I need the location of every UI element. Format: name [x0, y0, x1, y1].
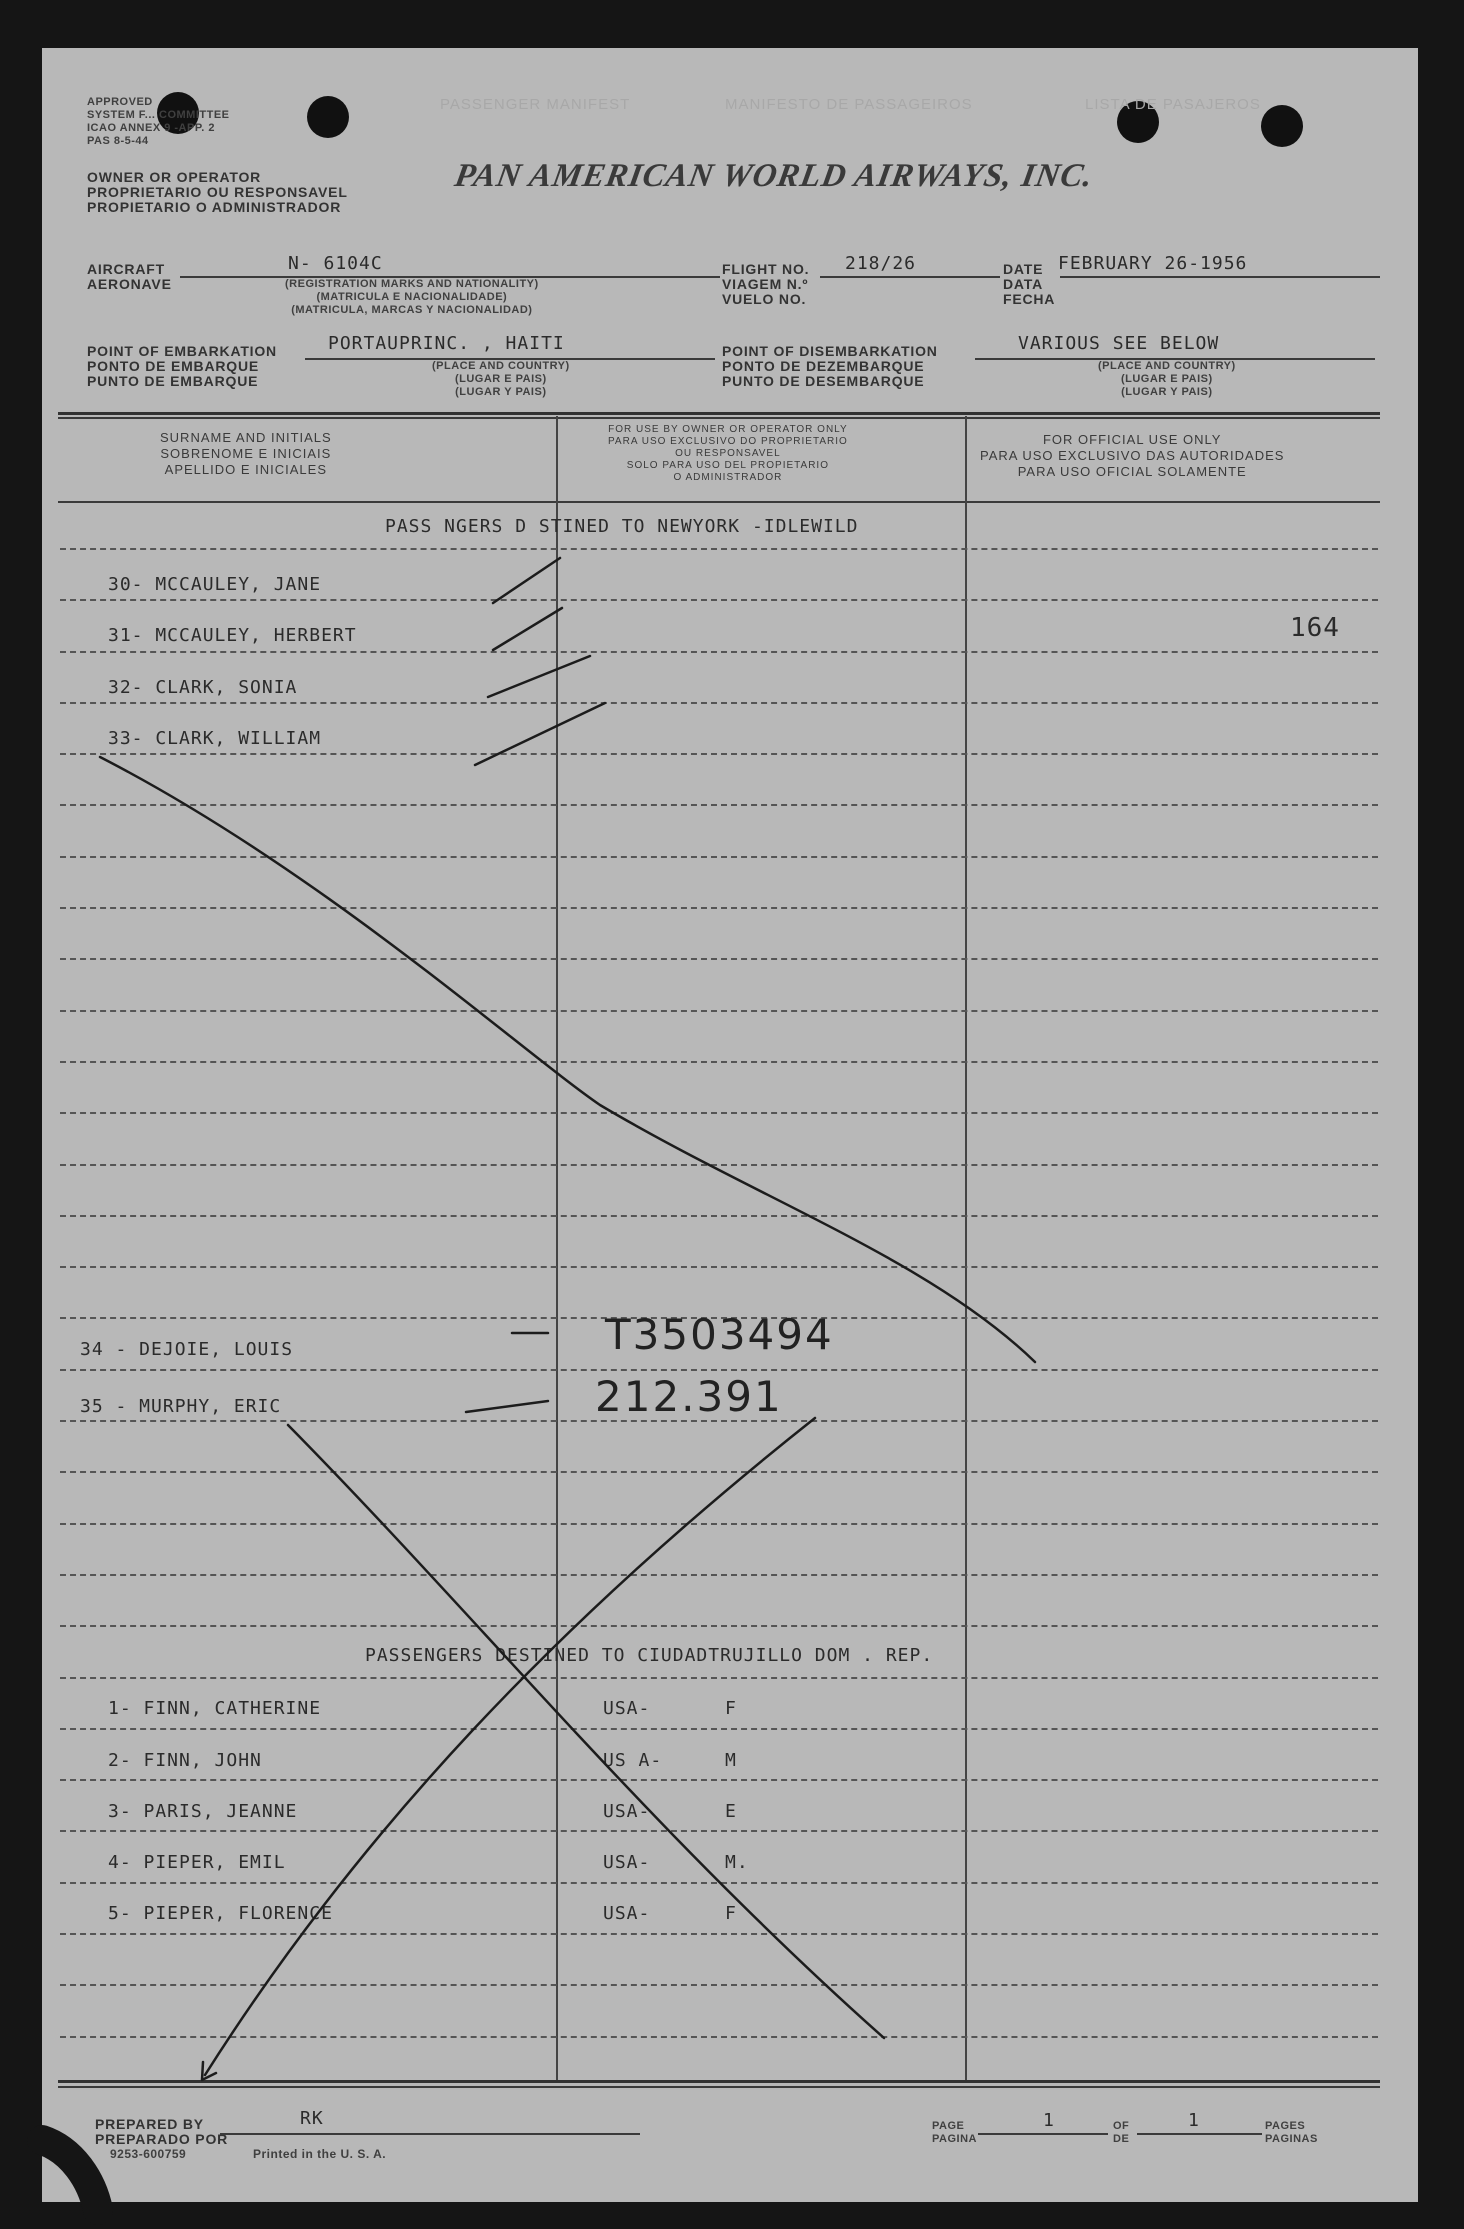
owner-label: OWNER OR OPERATOR PROPRIETARIO OU RESPONSAVEL PROPIETARIO O ADMINISTRADOR	[87, 169, 348, 215]
approval-block: APPROVED SYSTEM F... COMMITTEE ICAO ANNEX 9 -APP. 2 PAS 8-5-44	[87, 96, 230, 147]
date-label: DATE DATA FECHA	[1003, 261, 1056, 307]
sex-cell: F	[725, 1903, 737, 1924]
embarkation-label: POINT OF EMBARKATION PONTO DE EMBARQUE PUNTO DE EMBARQUE	[87, 343, 277, 389]
passenger-row: 34 - DEJOIE, LOUIS	[80, 1339, 294, 1360]
form-number: 9253-600759	[110, 2147, 187, 2161]
registration-note: (REGISTRATION MARKS AND NATIONALITY) (MATRICULA E NACIONALIDADE) (MATRICULA, MARCAS Y NACIONALIDAD)	[285, 278, 539, 316]
faded-title-es: LISTA DE PASAJEROS	[1085, 96, 1261, 113]
handwritten-passport-number: T3503494	[605, 1310, 834, 1359]
passenger-row: 30- MCCAULEY, JANE	[108, 574, 322, 595]
disembarkation-value: VARIOUS SEE BELOW	[1018, 333, 1220, 354]
passenger-row: 31- MCCAULEY, HERBERT	[108, 625, 357, 646]
sex-cell: M.	[725, 1852, 749, 1873]
passenger-row: 3- PARIS, JEANNE	[108, 1801, 298, 1822]
nationality-cell: USA-	[603, 1698, 651, 1719]
dash-mark	[466, 1401, 548, 1412]
passenger-row: 33- CLARK, WILLIAM	[108, 728, 322, 749]
printed-note: Printed in the U. S. A.	[253, 2147, 387, 2161]
prepared-field-line	[220, 2133, 640, 2135]
check-mark	[488, 656, 590, 697]
section-heading-ciudadtrujillo: PASSENGERS DESTINED TO CIUDADTRUJILLO DOM . REP.	[365, 1645, 934, 1666]
of-field-line	[1137, 2133, 1262, 2135]
sex-cell: M	[725, 1750, 737, 1771]
sex-cell: E	[725, 1801, 737, 1822]
cross-line	[205, 1418, 815, 2075]
strike-line	[100, 757, 1035, 1362]
page-value: 1	[1043, 2110, 1055, 2131]
passenger-row: 1- FINN, CATHERINE	[108, 1698, 322, 1719]
passenger-row: 5- PIEPER, FLORENCE	[108, 1903, 333, 1924]
flight-label: FLIGHT NO. VIAGEM N.º VUELO NO.	[722, 261, 810, 307]
aircraft-value: N- 6104C	[288, 253, 383, 274]
embarkation-value: PORTAUPRINC. , HAITI	[328, 333, 565, 354]
passenger-row: 32- CLARK, SONIA	[108, 677, 298, 698]
passenger-row: 4- PIEPER, EMIL	[108, 1852, 286, 1873]
disembarkation-label: POINT OF DISEMBARKATION PONTO DE DEZEMBARQUE PUNTO DE DESEMBARQUE	[722, 343, 938, 389]
section-heading-newyork: PASS NGERS D STINED TO NEWYORK -IDLEWILD	[385, 516, 859, 537]
nationality-cell: USA-	[603, 1903, 651, 1924]
disembarkation-place-note: (PLACE AND COUNTRY) (LUGAR E PAIS) (LUGAR Y PAIS)	[1098, 360, 1236, 398]
col-header-operator: FOR USE BY OWNER OR OPERATOR ONLY PARA USO EXCLUSIVO DO PROPRIETARIO OU RESPONSAVEL SOLO PARA USO DEL PROPIETARIO O ADMINISTRADOR	[608, 424, 848, 483]
col-header-surname: SURNAME AND INITIALS SOBRENOME E INICIAIS APELLIDO E INICIALES	[160, 430, 332, 477]
faded-title-en: PASSENGER MANIFEST	[440, 96, 631, 113]
embarkation-place-note: (PLACE AND COUNTRY) (LUGAR E PAIS) (LUGAR Y PAIS)	[432, 360, 570, 398]
aircraft-label: AIRCRAFT AERONAVE	[87, 261, 172, 292]
official-number: 164	[1290, 613, 1340, 643]
prepared-value: RK	[300, 2108, 324, 2129]
sex-cell: F	[725, 1698, 737, 1719]
nationality-cell: US A-	[603, 1750, 663, 1771]
col-header-official: FOR OFFICIAL USE ONLY PARA USO EXCLUSIVO DAS AUTORIDADES PARA USO OFICIAL SOLAMENTE	[980, 432, 1285, 479]
faded-title-pt: MANIFESTO DE PASSAGEIROS	[725, 96, 973, 113]
nationality-cell: USA-	[603, 1801, 651, 1822]
prepared-label: PREPARED BY PREPARADO POR	[95, 2116, 229, 2147]
nationality-cell: USA-	[603, 1852, 651, 1873]
date-value: FEBRUARY 26-1956	[1058, 253, 1248, 274]
cross-line	[288, 1425, 884, 2038]
check-mark	[493, 558, 560, 603]
page-label: PAGE PAGINA	[932, 2120, 977, 2145]
pages-label: PAGES PAGINAS	[1265, 2120, 1318, 2145]
airline-name: PAN AMERICAN WORLD AIRWAYS, INC.	[451, 158, 1097, 194]
passenger-row: 35 - MURPHY, ERIC	[80, 1396, 282, 1417]
page-corner-tear	[42, 2140, 98, 2210]
check-mark	[475, 703, 605, 765]
of-value: 1	[1188, 2110, 1200, 2131]
page-field-line	[978, 2133, 1108, 2135]
handwritten-number: 212.391	[595, 1372, 783, 1421]
check-mark	[493, 608, 562, 650]
flight-value: 218/26	[845, 253, 917, 274]
passenger-row: 2- FINN, JOHN	[108, 1750, 262, 1771]
of-label: OF DE	[1113, 2120, 1130, 2145]
